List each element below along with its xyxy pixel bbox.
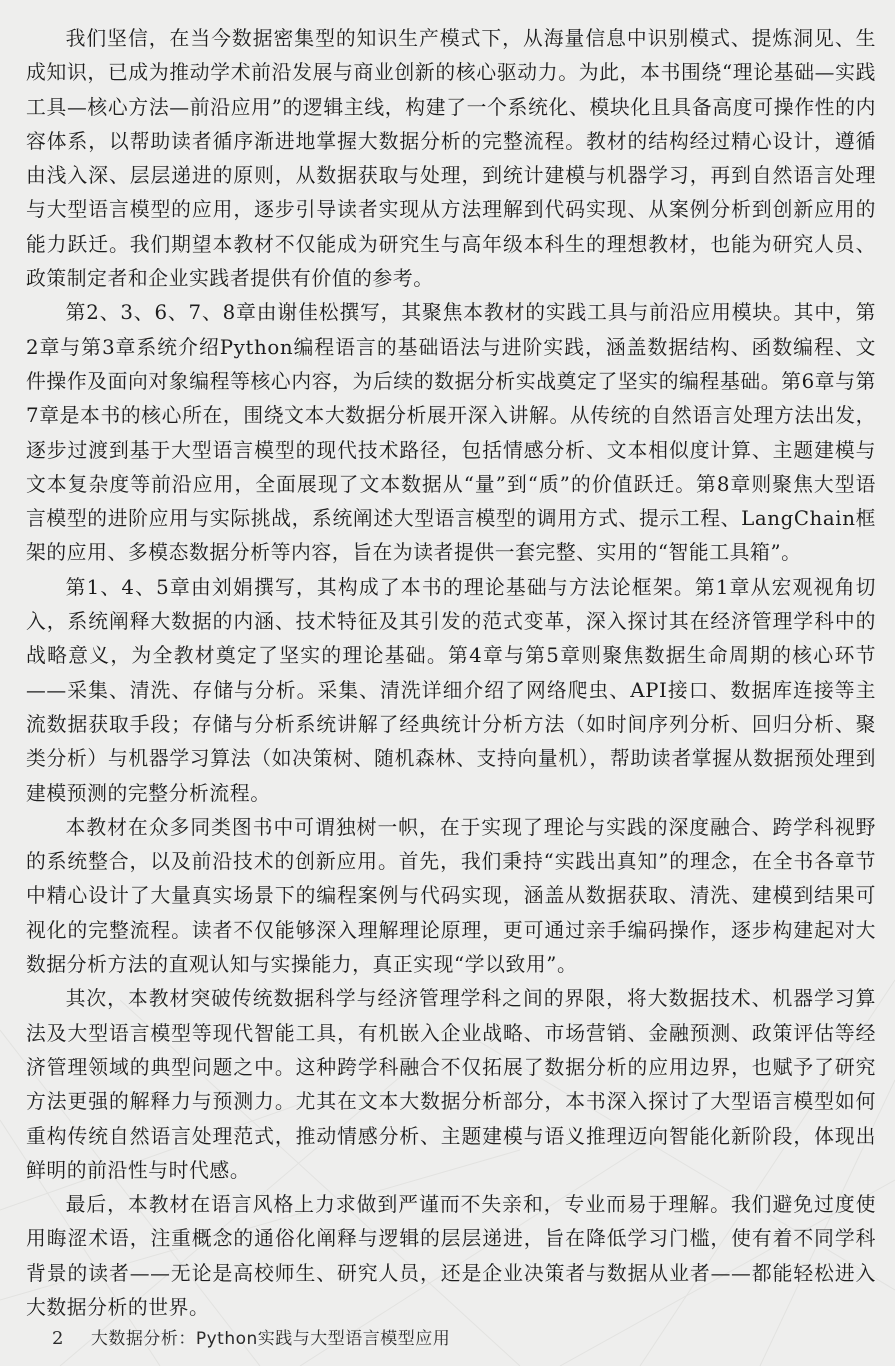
page-footer <box>52 1327 450 1351</box>
paragraph-4: 本教材在众多同类图书中可谓独树一帜，在于实现了理论与实践的深度融合、跨学科视野的系统整合，以及前沿技术的创新应用。首先，我们秉持“实践出真知”的理念，在全书各章节中精心设计了大量真实场景下的编程案例与代码实现，涵盖从数据获取、清洗、建模到结果可视化的完整流程。读者不仅能够深入理解理论原理，更可通过亲手编码操作，逐步构建起对大数据分析方法的直观认知与实操能力，真正实现“学以致用”。 <box>26 815 876 977</box>
running-title: 大数据分析：Python实践与大型语言模型应用 <box>90 1329 451 1349</box>
paragraph-1: 我们坚信，在当今数据密集型的知识生产模式下，从海量信息中识别模式、提炼洞见、生成知识，已成为推动学术前沿发展与商业创新的核心驱动力。为此，本书围绕“理论基础—实践工具—核心方法—前沿应用”的逻辑主线，构建了一个系统化、模块化且具备高度可操作性的内容体系，以帮助读者循序渐进地掌握大数据分析的完整流程。教材的结构经过精心设计，遵循由浅入深、层层递进的原则，从数据获取与处理，到统计建模与机器学习，再到自然语言处理与大型语言模型的应用，逐步引导读者实现从方法理解到代码实现、从案例分析到创新应用的能力跃迁。我们期望本教材不仅能成为研究生与高年级本科生的理想教材，也能为研究人员、政策制定者和企业实践者提供有价值的参考。 <box>26 27 876 291</box>
paragraph-6: 最后，本教材在语言风格上力求做到严谨而不失亲和，专业而易于理解。我们避免过度使用晦涩术语，注重概念的通俗化阐释与逻辑的层层递进，旨在降低学习门槛，使有着不同学科背景的读者——无论是高校师生、研究人员，还是企业决策者与数据从业者——都能轻松进入大数据分析的世界。 <box>26 1193 876 1319</box>
page-number: 2 <box>52 1328 64 1349</box>
paragraph-3: 第1、4、5章由刘娟撰写，其构成了本书的理论基础与方法论框架。第1章从宏观视角切入，系统阐释大数据的内涵、技术特征及其引发的范式变革，深入探讨其在经济管理学科中的战略意义，为全教材奠定了坚实的理论基础。第4章与第5章则聚焦数据生命周期的核心环节——采集、清洗、存储与分析。采集、清洗详细介绍了网络爬虫、API接口、数据库连接等主流数据获取手段；存储与分析系统讲解了经典统计分析方法（如时间序列分析、回归分析、聚类分析）与机器学习算法（如决策树、随机森林、支持向量机），帮助读者掌握从数据预处理到建模预测的完整分析流程。 <box>26 575 876 805</box>
paragraph-5: 其次，本教材突破传统数据科学与经济管理学科之间的界限，将大数据技术、机器学习算法及大型语言模型等现代智能工具，有机嵌入企业战略、市场营销、金融预测、政策评估等经济管理领域的典型问题之中。这种跨学科融合不仅拓展了数据分析的应用边界，也赋予了研究方法更强的解释力与预测力。尤其在文本大数据分析部分，本书深入探讨了大型语言模型如何重构传统自然语言处理范式，推动情感分析、主题建模与语义推理迈向智能化新阶段，体现出鲜明的前沿性与时代感。 <box>26 987 876 1182</box>
body-text <box>26 22 876 1325</box>
paragraph-2: 第2、3、6、7、8章由谢佳松撰写，其聚焦本教材的实践工具与前沿应用模块。其中，第2章与第3章系统介绍Python编程语言的基础语法与进阶实践，涵盖数据结构、函数编程、文件操作及面向对象编程等核心内容，为后续的数据分析实战奠定了坚实的编程基础。第6章与第7章是本书的核心所在，围绕文本大数据分析展开深入讲解。从传统的自然语言处理方法出发，逐步过渡到基于大型语言模型的现代技术路径，包括情感分析、文本相似度计算、主题建模与文本复杂度等前沿应用，全面展现了文本数据从“量”到“质”的价值跃迁。第8章则聚焦大型语言模型的进阶应用与实际挑战，系统阐述大型语言模型的调用方式、提示工程、LangChain框架的应用、多模态数据分析等内容，旨在为读者提供一套完整、实用的“智能工具箱”。 <box>26 301 876 565</box>
